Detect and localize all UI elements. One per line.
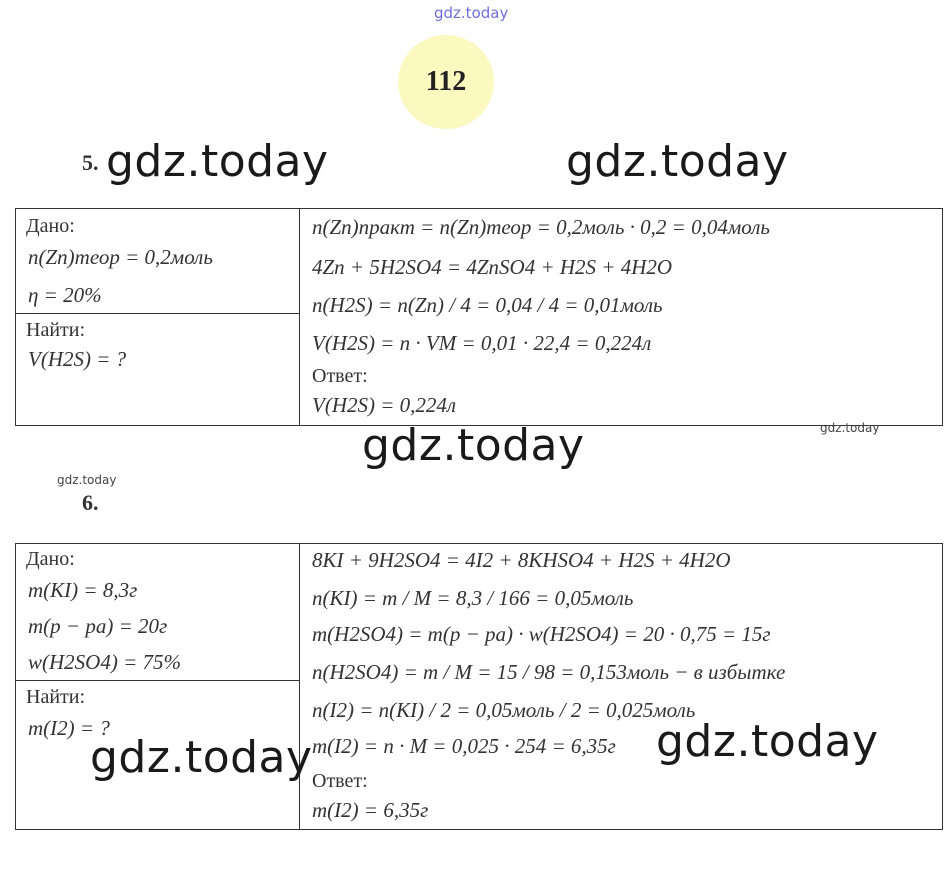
page-number: 112 — [425, 66, 467, 97]
answer-value: V(H2S) = 0,224л — [312, 393, 457, 417]
solution-line: n(H2SO4) = m / M = 15 / 98 = 0,153моль − в избытке — [312, 660, 786, 684]
row-divider — [16, 313, 299, 314]
solution-line: n(Zn)практ = n(Zn)теор = 0,2моль · 0,2 = 0,04моль — [312, 215, 770, 239]
given-title: Дано: — [26, 548, 75, 570]
watermark-small: gdz.today — [820, 421, 880, 435]
given-item: m(p − pa) = 20г — [28, 614, 168, 638]
column-divider — [299, 209, 300, 425]
answer-value: m(I2) = 6,35г — [312, 798, 429, 822]
watermark-big: gdz.today — [566, 136, 789, 187]
find-item: m(I2) = ? — [28, 716, 110, 740]
watermark-big: gdz.today — [90, 732, 313, 783]
solution-line: V(H2S) = n · VM = 0,01 · 22,4 = 0,224л — [312, 331, 652, 355]
find-item: V(H2S) = ? — [28, 347, 127, 371]
task-5-number: 5. — [82, 150, 99, 175]
row-divider — [16, 680, 299, 681]
given-item: η = 20% — [28, 283, 102, 307]
page-number-badge — [398, 35, 494, 129]
watermark-small: gdz.today — [57, 473, 117, 487]
given-item: n(Zn)теор = 0,2моль — [28, 245, 213, 269]
watermark-top: gdz.today — [434, 4, 509, 22]
solution-line: n(KI) = m / M = 8,3 / 166 = 0,05моль — [312, 586, 634, 610]
task-6-number: 6. — [82, 490, 99, 515]
answer-title: Ответ: — [312, 770, 368, 792]
answer-title: Ответ: — [312, 365, 368, 387]
find-title: Найти: — [26, 319, 86, 341]
solution-line: n(H2S) = n(Zn) / 4 = 0,04 / 4 = 0,01моль — [312, 293, 663, 317]
solution-line: m(H2SO4) = m(p − pa) · w(H2SO4) = 20 · 0,75 = 15г — [312, 622, 771, 646]
given-item: w(H2SO4) = 75% — [28, 650, 181, 674]
solution-line: 4Zn + 5H2SO4 = 4ZnSO4 + H2S + 4H2O — [312, 255, 673, 279]
given-title: Дано: — [26, 215, 75, 237]
watermark-big: gdz.today — [656, 716, 879, 767]
find-title: Найти: — [26, 686, 86, 708]
solution-line: m(I2) = n · M = 0,025 · 254 = 6,35г — [312, 734, 616, 758]
task-5-table — [15, 208, 943, 426]
watermark-big: gdz.today — [106, 136, 329, 187]
solution-line: n(I2) = n(KI) / 2 = 0,05моль / 2 = 0,025моль — [312, 698, 696, 722]
watermark-big: gdz.today — [362, 420, 585, 471]
column-divider — [299, 544, 300, 829]
task-6-table — [15, 543, 943, 830]
given-item: m(KI) = 8,3г — [28, 578, 138, 602]
solution-line: 8KI + 9H2SO4 = 4I2 + 8KHSO4 + H2S + 4H2O — [312, 548, 731, 572]
